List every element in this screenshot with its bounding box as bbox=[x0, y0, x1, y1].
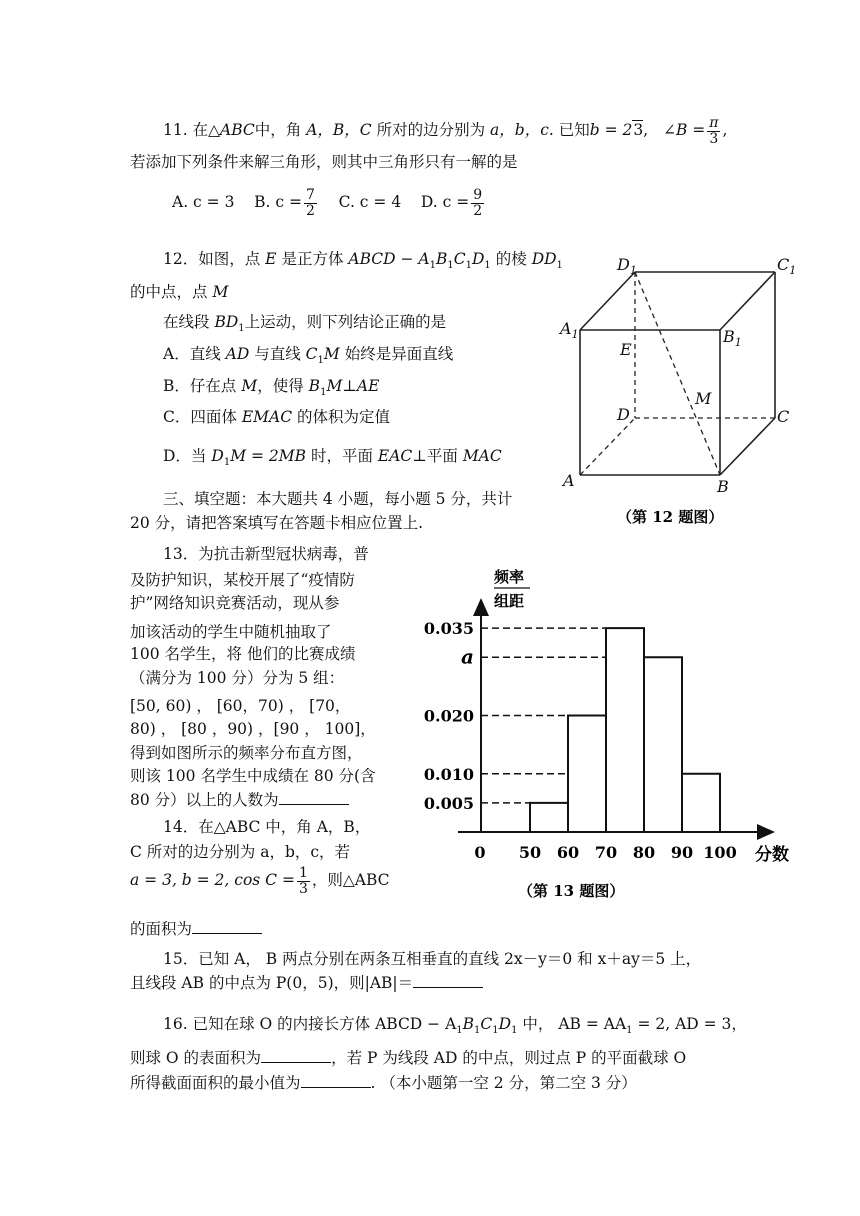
section3-line1: 三、填空题：本大题共 4 小题，每小题 5 分，共计 bbox=[163, 490, 513, 508]
bar-4 bbox=[682, 774, 720, 832]
label-D: D bbox=[617, 405, 630, 424]
bar-0 bbox=[530, 803, 568, 832]
q12-line3: 在线段 $BD_1$上运动，则下列结论正确的是 bbox=[163, 313, 447, 335]
xtick-0: 0 bbox=[474, 843, 486, 862]
q11-line2: 若添加下列条件来解三角形，则其中三角形只有一解的是 bbox=[130, 153, 518, 171]
q13-l11: 80 分）以上的人数为 bbox=[130, 790, 349, 810]
diagonal-bd1 bbox=[635, 272, 720, 475]
q12-optA: A．直线 AD 与直线 $C_1M$ 始终是异面直线 bbox=[163, 345, 454, 367]
q13-l5: 100 名学生，将 他们的比赛成绩 bbox=[130, 645, 356, 663]
label-A1: $A_1$ bbox=[560, 319, 579, 341]
edge-a1d1 bbox=[580, 272, 635, 330]
histogram-chart bbox=[418, 560, 808, 905]
answer-blank-14 bbox=[192, 919, 262, 934]
q13-l4: 加该活动的学生中随机抽取了 bbox=[130, 623, 332, 641]
xlabel: 分数 bbox=[755, 845, 789, 865]
q11-line1: 11. 在△ABC中，角 A，B，C 所对的边分别为 a，b，c. 已知b = 23, ∠B = $\frac{\pi}{3}$ , bbox=[163, 115, 728, 147]
q16-l3: 所得截面面积的最小值为 . （本小题第一空 2 分，第二空 3 分） bbox=[130, 1074, 637, 1092]
label-B: B bbox=[717, 477, 729, 496]
label-C: C bbox=[777, 407, 790, 426]
section3-line2: 20 分，请把答案填写在答题卡相应位置上. bbox=[130, 514, 424, 532]
q15-l2: 且线段 AB 的中点为 P(0，5)，则|AB|＝ bbox=[130, 973, 483, 993]
hist-caption: （第 13 题图） bbox=[518, 882, 625, 900]
edge-b1c1 bbox=[720, 272, 775, 330]
q14-l1: 14．在△ABC 中，角 A，B， bbox=[163, 818, 371, 836]
bar-2 bbox=[606, 628, 644, 832]
xtick-6: 100 bbox=[703, 843, 737, 862]
xtick-1: 50 bbox=[518, 843, 542, 862]
q14-l2: C 所对的边分别为 a，b，c，若 bbox=[130, 843, 351, 861]
q12-line2: 的中点，点 M bbox=[130, 283, 229, 301]
q11-options: A. c = 3 B. c = $\frac{7}{2}$ C. c = 4 D. c = $\frac{9}{2}$ bbox=[172, 187, 483, 219]
label-C1: $C_1$ bbox=[777, 255, 797, 277]
q14-l4: 的面积为 bbox=[130, 919, 262, 939]
answer-blank-13 bbox=[279, 790, 349, 805]
label-B1: $B_1$ bbox=[723, 327, 742, 349]
edge-bc bbox=[720, 418, 775, 475]
q13-l10: 则该 100 名学生中成绩在 80 分(含 bbox=[130, 767, 376, 785]
xtick-4: 80 bbox=[632, 843, 656, 862]
xtick-2: 60 bbox=[556, 843, 580, 862]
q13-l3: 护”网络知识竞赛活动，现从参 bbox=[130, 594, 340, 612]
ytick-3: a bbox=[461, 644, 474, 669]
answer-blank-15 bbox=[413, 973, 483, 988]
q13-l6: （满分为 100 分）分为 5 组： bbox=[130, 669, 345, 687]
q13-l9: 得到如图所示的频率分布直方图， bbox=[130, 744, 363, 762]
q12-line1: 12．如图，点 E 是正方体 ABCD − $A_1B_1C_1D_1$ 的棱 $DD_1$ bbox=[163, 250, 563, 272]
q16-l1: 16. 已知在球 O 的内接长方体 ABCD − $A_1B_1C_1D_1$ 中， AB = $AA_1 = 2$, AD = 3， bbox=[163, 1015, 747, 1037]
label-D1: $D_1$ bbox=[617, 255, 637, 277]
q14-l3: a = 3, b = 2, cos C = $\frac{1}{3}$ ，则△ABC bbox=[130, 865, 390, 897]
bar-3 bbox=[644, 657, 682, 832]
ytick-4: 0.035 bbox=[423, 619, 474, 639]
hidden-edge-ad bbox=[580, 418, 635, 475]
q12-optB: B．仔在点 M，使得 $B_1M\perp AE$ bbox=[163, 377, 380, 399]
ytick-2: 0.020 bbox=[423, 706, 474, 726]
bar-1 bbox=[568, 716, 606, 833]
xtick-5: 90 bbox=[670, 843, 694, 862]
q13-l7: [50, 60) ， [60，70) ， [70， bbox=[130, 697, 351, 715]
q13-l2: 及防护知识，某校开展了“疫情防 bbox=[130, 571, 355, 589]
label-A: A bbox=[563, 471, 575, 490]
ylabel-top: 频率 bbox=[494, 568, 525, 586]
q13-l1: 13．为抗击新型冠状病毒，普 bbox=[163, 545, 369, 563]
label-M: M bbox=[695, 389, 712, 408]
q12-optC: C．四面体 EMAC 的体积为定值 bbox=[163, 408, 391, 426]
pi-over-3: $\frac{\pi}{3}$ bbox=[709, 115, 719, 147]
cube-figure bbox=[555, 250, 805, 540]
ytick-0: 0.005 bbox=[423, 793, 474, 813]
answer-blank-16b bbox=[301, 1073, 371, 1088]
q13-l8: 80) ， [80 ，90) ，[90 ， 100]， bbox=[130, 720, 376, 738]
cube-caption: （第 12 题图） bbox=[617, 508, 724, 526]
xtick-3: 70 bbox=[594, 843, 618, 862]
label-E: E bbox=[620, 340, 632, 359]
q16-l2: 则球 O 的表面积为 ，若 P 为线段 AD 的中点，则过点 P 的平面截球 O bbox=[130, 1049, 687, 1067]
q12-optD: D．当 $D_1M = 2MB$ 时，平面 EAC⊥平面 MAC bbox=[163, 447, 502, 469]
ylabel-bottom: 组距 bbox=[494, 592, 525, 610]
q15-l1: 15．已知 A， B 两点分别在两条互相垂直的直线 2x－y＝0 和 x＋ay＝5 上， bbox=[163, 950, 702, 968]
ytick-1: 0.010 bbox=[423, 764, 474, 784]
answer-blank-16a bbox=[261, 1048, 331, 1063]
